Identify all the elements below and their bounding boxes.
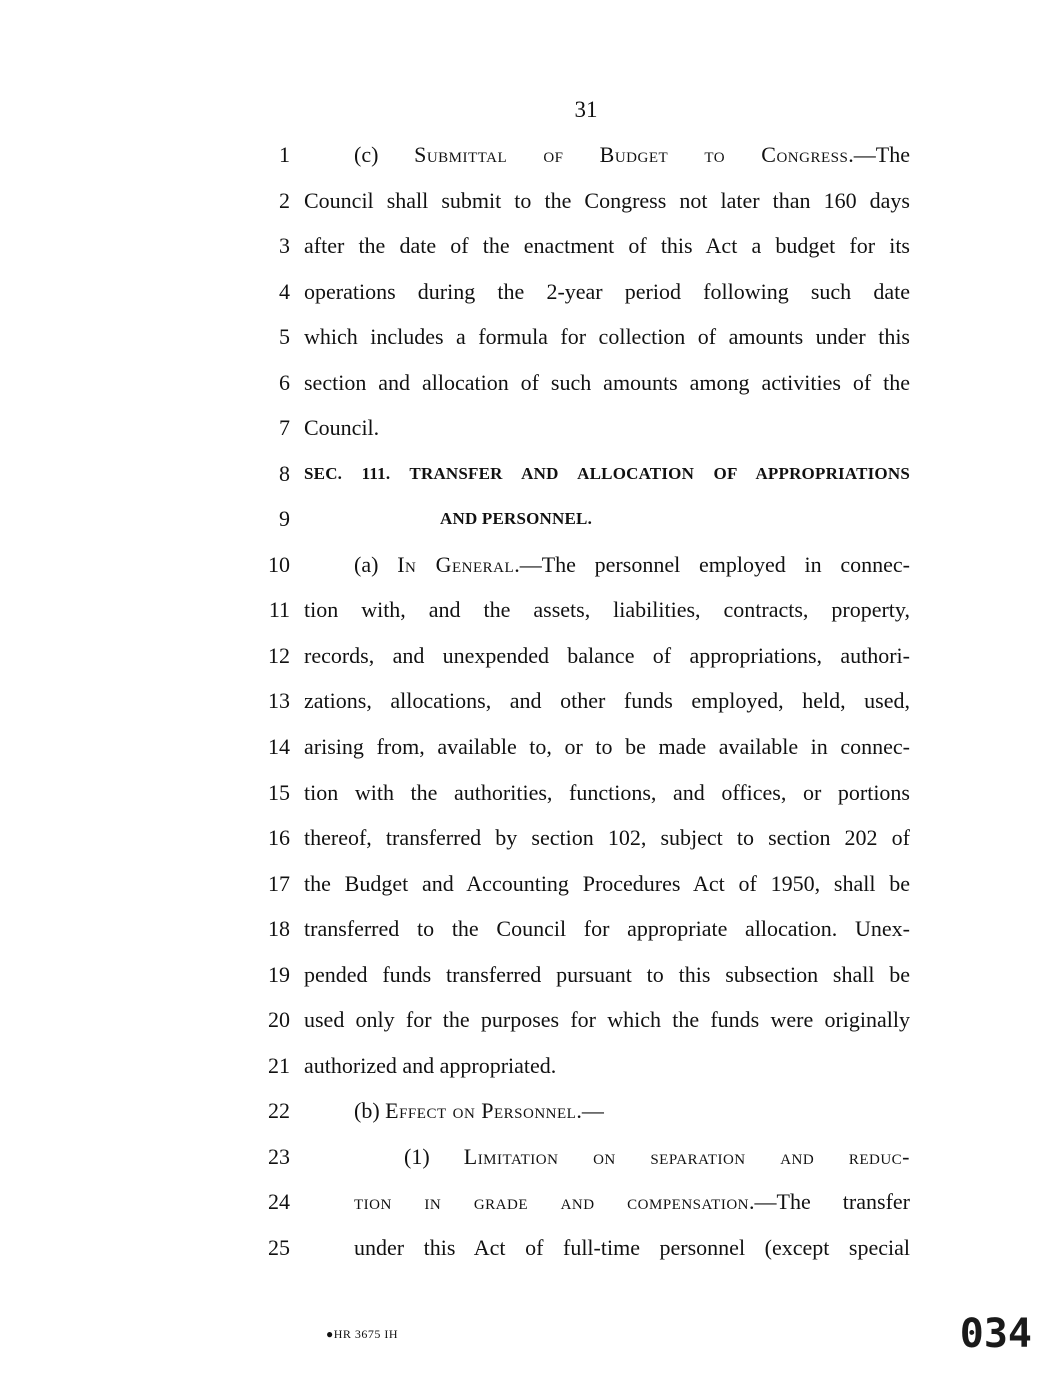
line-text: (c) Submittal of Budget to Congress.—The — [354, 142, 910, 167]
text-line — [0, 731, 1062, 763]
line-number: 13 — [268, 688, 290, 713]
text-line — [0, 913, 1062, 945]
line-number: 17 — [268, 871, 290, 896]
text-line — [0, 777, 1062, 809]
bill-identifier: ●HR 3675 IH — [326, 1327, 399, 1341]
line-text: records, and unexpended balance of appropriations, authori- — [304, 643, 910, 668]
page-number: 31 — [574, 97, 598, 122]
subsection-heading: In General — [397, 552, 515, 577]
line-number: 8 — [279, 461, 290, 486]
line-text: (b) Effect on Personnel.— — [354, 1098, 604, 1123]
line-number: 6 — [279, 370, 290, 395]
line-number: 21 — [268, 1053, 290, 1078]
section-heading-line — [0, 503, 1062, 535]
text-line — [0, 412, 1062, 444]
line-text: tion with, and the assets, liabilities, contracts, property, — [304, 597, 910, 622]
line-number: 19 — [268, 962, 290, 987]
line-number: 4 — [279, 279, 290, 304]
line-number: 7 — [279, 415, 290, 440]
line-text: Council. — [304, 415, 380, 440]
line-text: which includes a formula for collection of amounts under this — [304, 324, 910, 349]
text-line — [0, 367, 1062, 399]
text-line — [0, 1232, 1062, 1264]
text-line — [0, 1050, 1062, 1082]
line-text: under this Act of full-time personnel (except special — [354, 1235, 910, 1260]
text-line — [0, 549, 1062, 581]
line-number: 20 — [268, 1007, 290, 1032]
line-number: 25 — [268, 1235, 290, 1260]
line-text: pended funds transferred pursuant to this subsection shall be — [304, 962, 910, 987]
text-line — [0, 276, 1062, 308]
subsection-heading: Effect on Personnel — [385, 1098, 577, 1123]
line-number: 1 — [279, 142, 290, 167]
text-line — [0, 230, 1062, 262]
line-text: the Budget and Accounting Procedures Act of 1950, shall be — [304, 871, 910, 896]
line-text: tion in grade and compensation.—The transfer — [354, 1189, 910, 1214]
text-line — [0, 685, 1062, 717]
text-line — [0, 185, 1062, 217]
line-text: (1) Limitation on separation and reduc- — [404, 1144, 910, 1169]
text-line — [0, 822, 1062, 854]
section-heading: SEC. 111. TRANSFER AND ALLOCATION OF APPROPRIATIONS — [304, 464, 910, 483]
line-text: thereof, transferred by section 102, subject to section 202 of — [304, 825, 910, 850]
text-line — [0, 1141, 1062, 1173]
line-number: 9 — [279, 506, 290, 531]
subsection-heading: Submittal of Budget to Congress — [414, 142, 849, 167]
line-number: 10 — [268, 552, 290, 577]
line-number: 18 — [268, 916, 290, 941]
text-line — [0, 321, 1062, 353]
text-line — [0, 1004, 1062, 1036]
line-text: transferred to the Council for appropriate allocation. Unex- — [304, 916, 910, 941]
text-line — [0, 594, 1062, 626]
line-text: authorized and appropriated. — [304, 1053, 557, 1078]
line-text: arising from, available to, or to be made available in connec- — [304, 734, 910, 759]
line-text: operations during the 2-year period following such date — [304, 279, 910, 304]
line-number: 16 — [268, 825, 290, 850]
text-line — [0, 959, 1062, 991]
line-text: after the date of the enactment of this Act a budget for its — [304, 233, 910, 258]
line-text: section and allocation of such amounts among activities of the — [304, 370, 910, 395]
line-number: 23 — [268, 1144, 290, 1169]
line-text: tion with the authorities, functions, and offices, or portions — [304, 780, 910, 805]
text-line — [0, 640, 1062, 672]
line-number: 5 — [279, 324, 290, 349]
line-text: (a) In General.—The personnel employed in connec- — [354, 552, 910, 577]
paragraph-heading: Limitation on separation and reduc- — [463, 1144, 910, 1169]
line-number: 11 — [268, 597, 290, 622]
section-heading-line — [0, 458, 1062, 490]
text-line — [0, 1095, 1062, 1127]
text-line — [0, 868, 1062, 900]
line-number: 15 — [268, 780, 290, 805]
text-line — [0, 1186, 1062, 1218]
line-number: 2 — [279, 188, 290, 213]
line-number: 24 — [268, 1189, 290, 1214]
line-number: 14 — [268, 734, 290, 759]
line-number: 12 — [268, 643, 290, 668]
line-number: 22 — [268, 1098, 290, 1123]
section-heading: AND PERSONNEL. — [440, 509, 593, 528]
page-stamp: 034 — [959, 1311, 1032, 1357]
paragraph-heading: tion in grade and compensation — [354, 1189, 750, 1214]
line-number: 3 — [279, 233, 290, 258]
text-line — [0, 139, 1062, 171]
line-text: used only for the purposes for which the funds were originally — [304, 1007, 910, 1032]
line-text: zations, allocations, and other funds employed, held, used, — [304, 688, 910, 713]
line-text: Council shall submit to the Congress not later than 160 days — [304, 188, 910, 213]
